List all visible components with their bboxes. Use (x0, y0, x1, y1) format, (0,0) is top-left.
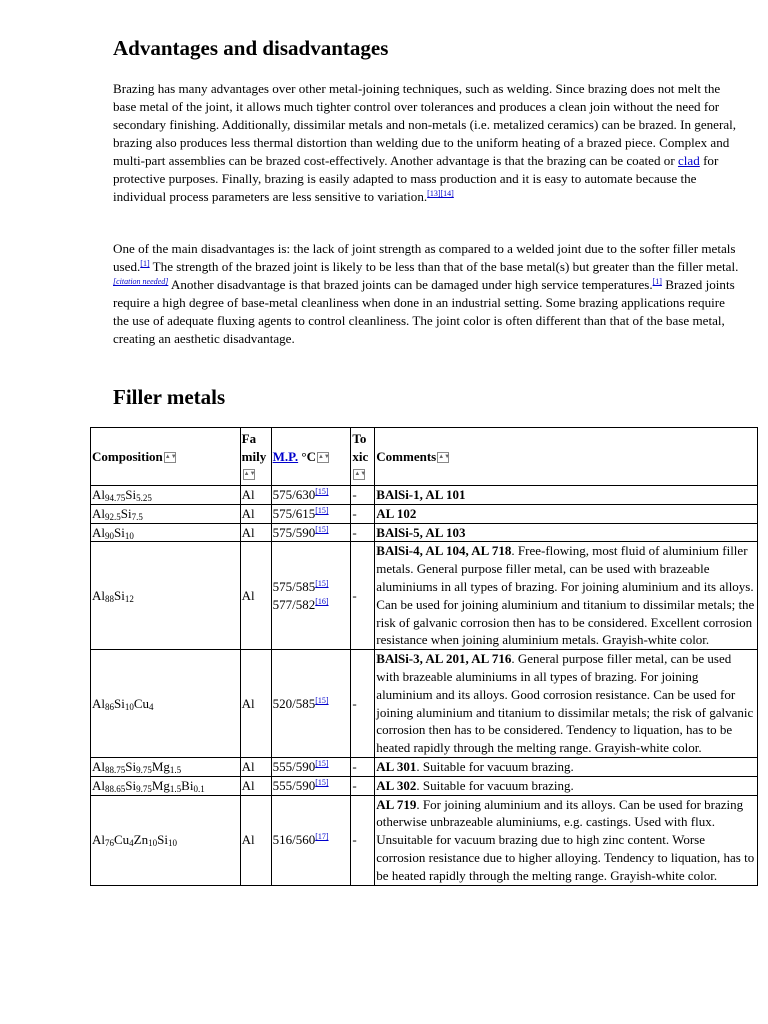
comment-text: . Suitable for vacuum brazing. (416, 758, 574, 774)
mp-value: 555/590 (272, 758, 316, 774)
p2-text-a: One of the main disadvantages is: the lack of joint strength as compared to a welded joint due to the softer filler metals used. (113, 241, 736, 274)
section-heading-advantages: Advantages and disadvantages (113, 36, 389, 60)
cell-melting-point (271, 650, 351, 758)
citation-1b[interactable]: [1] (652, 277, 662, 286)
table-header-row (91, 428, 758, 486)
comment-text: . For joining aluminium and its alloys. Can be used for brazing otherwise unbrazeable aluminiums, e.g. castings. Used with flux. Unsuitable for vacuum brazing due to high zinc content. Worse corrosion resistance due to higher alloying. Tendency to liquation, has to be heated rapidly through the melting range. Grayish-white color. (376, 796, 755, 883)
mp-value: 575/615 (272, 505, 316, 521)
cell-family: Al (240, 650, 271, 758)
p1-text-a: Brazing has many advantages over other metal-joining techniques, such as welding. Since brazing does not melt the base metal of the joint, it allows much tighter control over tolerances and produces a clean join without the need for secondary finishing. Additionally, dissimilar metals and non-metals (i.e. metalized ceramics) can be brazed. In general, brazing also produces less thermal distortion than welding due to the uniform heating of a brazed piece. Complex and multi-part assemblies can be brazed cost-effectively. Another advantage is that the brazing can be coated or (113, 81, 737, 168)
cell-composition: $Al_{88.65}Si_{9.75}Mg_{1.5}Bi_{0.1}$ (91, 776, 241, 795)
comment-text: . General purpose filler metal, can be used with brazeable aluminiums in all types of brazing. For joining aluminium and its alloys. Good corrosion resistance. Can be used for joining aluminium and titanium to dissimilar metals; the risk of galvanic corrosion then has to be considered. Tendency to liquation, has to be heated rapidly through the melting range. Grayish-white color. (376, 651, 754, 756)
sort-arrows-icon[interactable]: ▲▼ (437, 452, 449, 463)
table-row (91, 486, 758, 505)
cell-family: Al (240, 523, 271, 542)
header-toxic-label: To xic (352, 430, 369, 464)
citation-link[interactable]: [17] (315, 832, 329, 842)
cell-composition: $Al_{86}Si_{10}Cu_4$ (91, 650, 241, 758)
paragraph-advantages (113, 80, 743, 206)
comment-text: . Suitable for vacuum brazing. (416, 777, 574, 793)
citation-13-14[interactable]: [13][14] (427, 189, 454, 198)
table-row (91, 523, 758, 542)
cell-family: Al (240, 486, 271, 505)
cell-composition: $Al_{92.5}Si_{7.5}$ (91, 504, 241, 523)
comment-designation: BAlSi-4, AL 104, AL 718 (376, 543, 512, 559)
header-composition-label: Composition (92, 448, 163, 464)
table-row (91, 542, 758, 650)
header-melting-point[interactable] (271, 428, 351, 486)
p1-text-b: for protective purposes. Finally, brazing is easily adapted to mass production and it is easy to automate because the individual process parameters are less sensitive to variation. (113, 153, 719, 204)
citation-link[interactable]: [16] (315, 596, 329, 606)
citation-link[interactable]: [15] (315, 777, 329, 787)
cell-comments (375, 523, 758, 542)
sort-arrows-icon[interactable]: ▲▼ (353, 469, 365, 480)
cell-family: Al (240, 504, 271, 523)
cell-family: Al (240, 776, 271, 795)
table-row (91, 504, 758, 523)
cell-toxic: - (351, 650, 375, 758)
comment-designation: BAlSi-3, AL 201, AL 716 (376, 651, 512, 667)
sort-arrows-icon[interactable]: ▲▼ (243, 469, 255, 480)
cell-composition: $Al_{94.75}Si_{5.25}$ (91, 486, 241, 505)
comment-designation: AL 102 (376, 505, 417, 521)
citation-needed[interactable]: [citation needed] (113, 277, 169, 286)
cell-melting-point (271, 757, 351, 776)
p2-text-d: Brazed joints require a high degree of base-metal cleanliness when done in an industrial setting. Some brazing applications require the use of adequate fluxing agents to control cleanliness. The joint color is often different than that of the base metal, creating an aesthetic disadvantage. (113, 277, 735, 346)
table-row (91, 795, 758, 885)
cell-melting-point (271, 776, 351, 795)
header-family-label: Fa mily (241, 430, 267, 464)
cell-family: Al (240, 757, 271, 776)
cell-comments (375, 504, 758, 523)
cell-family: Al (240, 795, 271, 885)
comment-designation: AL 301 (376, 758, 417, 774)
header-comments-label: Comments (376, 448, 437, 464)
header-comments[interactable] (375, 428, 758, 486)
cell-comments (375, 757, 758, 776)
cell-toxic: - (351, 776, 375, 795)
table-row (91, 757, 758, 776)
mp-value: 520/585 (272, 695, 316, 711)
cell-family: Al (240, 542, 271, 650)
cell-toxic: - (351, 795, 375, 885)
link-mp[interactable]: M.P. (272, 448, 299, 464)
cell-composition: $Al_{88.75}Si_{9.75}Mg_{1.5}$ (91, 757, 241, 776)
cell-melting-point (271, 523, 351, 542)
comment-text: . Free-flowing, most fluid of aluminium filler metals. General purpose filler metal, can be used with brazeable aluminiums in all types of brazing. For joining aluminium and its alloys. Can be used for joining aluminium and titanium to dissimilar metals; the risk of galvanic corrosion then has to be considered. Excellent corrosion resistance when joining aluminium metals. Grayish-white color. (376, 543, 755, 648)
p2-text-b: The strength of the brazed joint is likely to be less than that of the base metal(s) but greater than the filler metal. (149, 259, 739, 274)
table-row (91, 650, 758, 758)
comment-designation: BAlSi-5, AL 103 (376, 524, 466, 540)
cell-comments (375, 795, 758, 885)
section-heading-filler-metals: Filler metals (113, 385, 226, 409)
header-family[interactable] (240, 428, 271, 486)
cell-melting-point (271, 795, 351, 885)
filler-metals-table (90, 427, 758, 886)
comment-designation: BAlSi-1, AL 101 (376, 487, 466, 502)
header-mp-unit: °C (298, 448, 316, 464)
cell-composition: $Al_{90}Si_{10}$ (91, 523, 241, 542)
header-composition[interactable] (91, 428, 241, 486)
citation-link[interactable]: [15] (315, 758, 329, 768)
comment-designation: AL 302 (376, 777, 417, 793)
mp-value: 575/590 (272, 524, 316, 540)
cell-comments (375, 486, 758, 505)
citation-link[interactable]: [15] (315, 505, 329, 515)
cell-toxic: - (351, 523, 375, 542)
mp-value: 577/582 (272, 596, 316, 612)
cell-melting-point (271, 542, 351, 650)
mp-value: 516/560 (272, 832, 316, 848)
sort-arrows-icon[interactable]: ▲▼ (164, 452, 176, 463)
cell-toxic: - (351, 486, 375, 505)
p2-text-c: Another disadvantage is that brazed joints can be damaged under high service temperatures. (168, 277, 653, 292)
citation-link[interactable]: [15] (315, 524, 329, 534)
mp-value: 575/585 (272, 578, 316, 594)
citation-link[interactable]: [15] (315, 578, 329, 588)
comment-designation: AL 719 (376, 796, 417, 812)
citation-link[interactable]: [15] (315, 695, 329, 705)
citation-link[interactable]: [15] (315, 487, 329, 496)
mp-value: 555/590 (272, 777, 316, 793)
cell-melting-point (271, 504, 351, 523)
link-clad[interactable]: clad (677, 153, 700, 168)
cell-melting-point (271, 486, 351, 505)
table-body (91, 486, 758, 886)
cell-composition: $Al_{88}Si_{12}$ (91, 542, 241, 650)
cell-toxic: - (351, 542, 375, 650)
citation-1a[interactable]: [1] (140, 259, 150, 268)
header-toxic[interactable] (351, 428, 375, 486)
mp-value: 575/630 (272, 487, 316, 502)
cell-toxic: - (351, 757, 375, 776)
cell-comments (375, 542, 758, 650)
table-row (91, 776, 758, 795)
cell-composition: $Al_{76}Cu_4Zn_{10}Si_{10}$ (91, 795, 241, 885)
cell-comments (375, 776, 758, 795)
cell-comments (375, 650, 758, 758)
sort-arrows-icon[interactable]: ▲▼ (317, 452, 329, 463)
cell-toxic: - (351, 504, 375, 523)
paragraph-disadvantages (113, 240, 743, 348)
